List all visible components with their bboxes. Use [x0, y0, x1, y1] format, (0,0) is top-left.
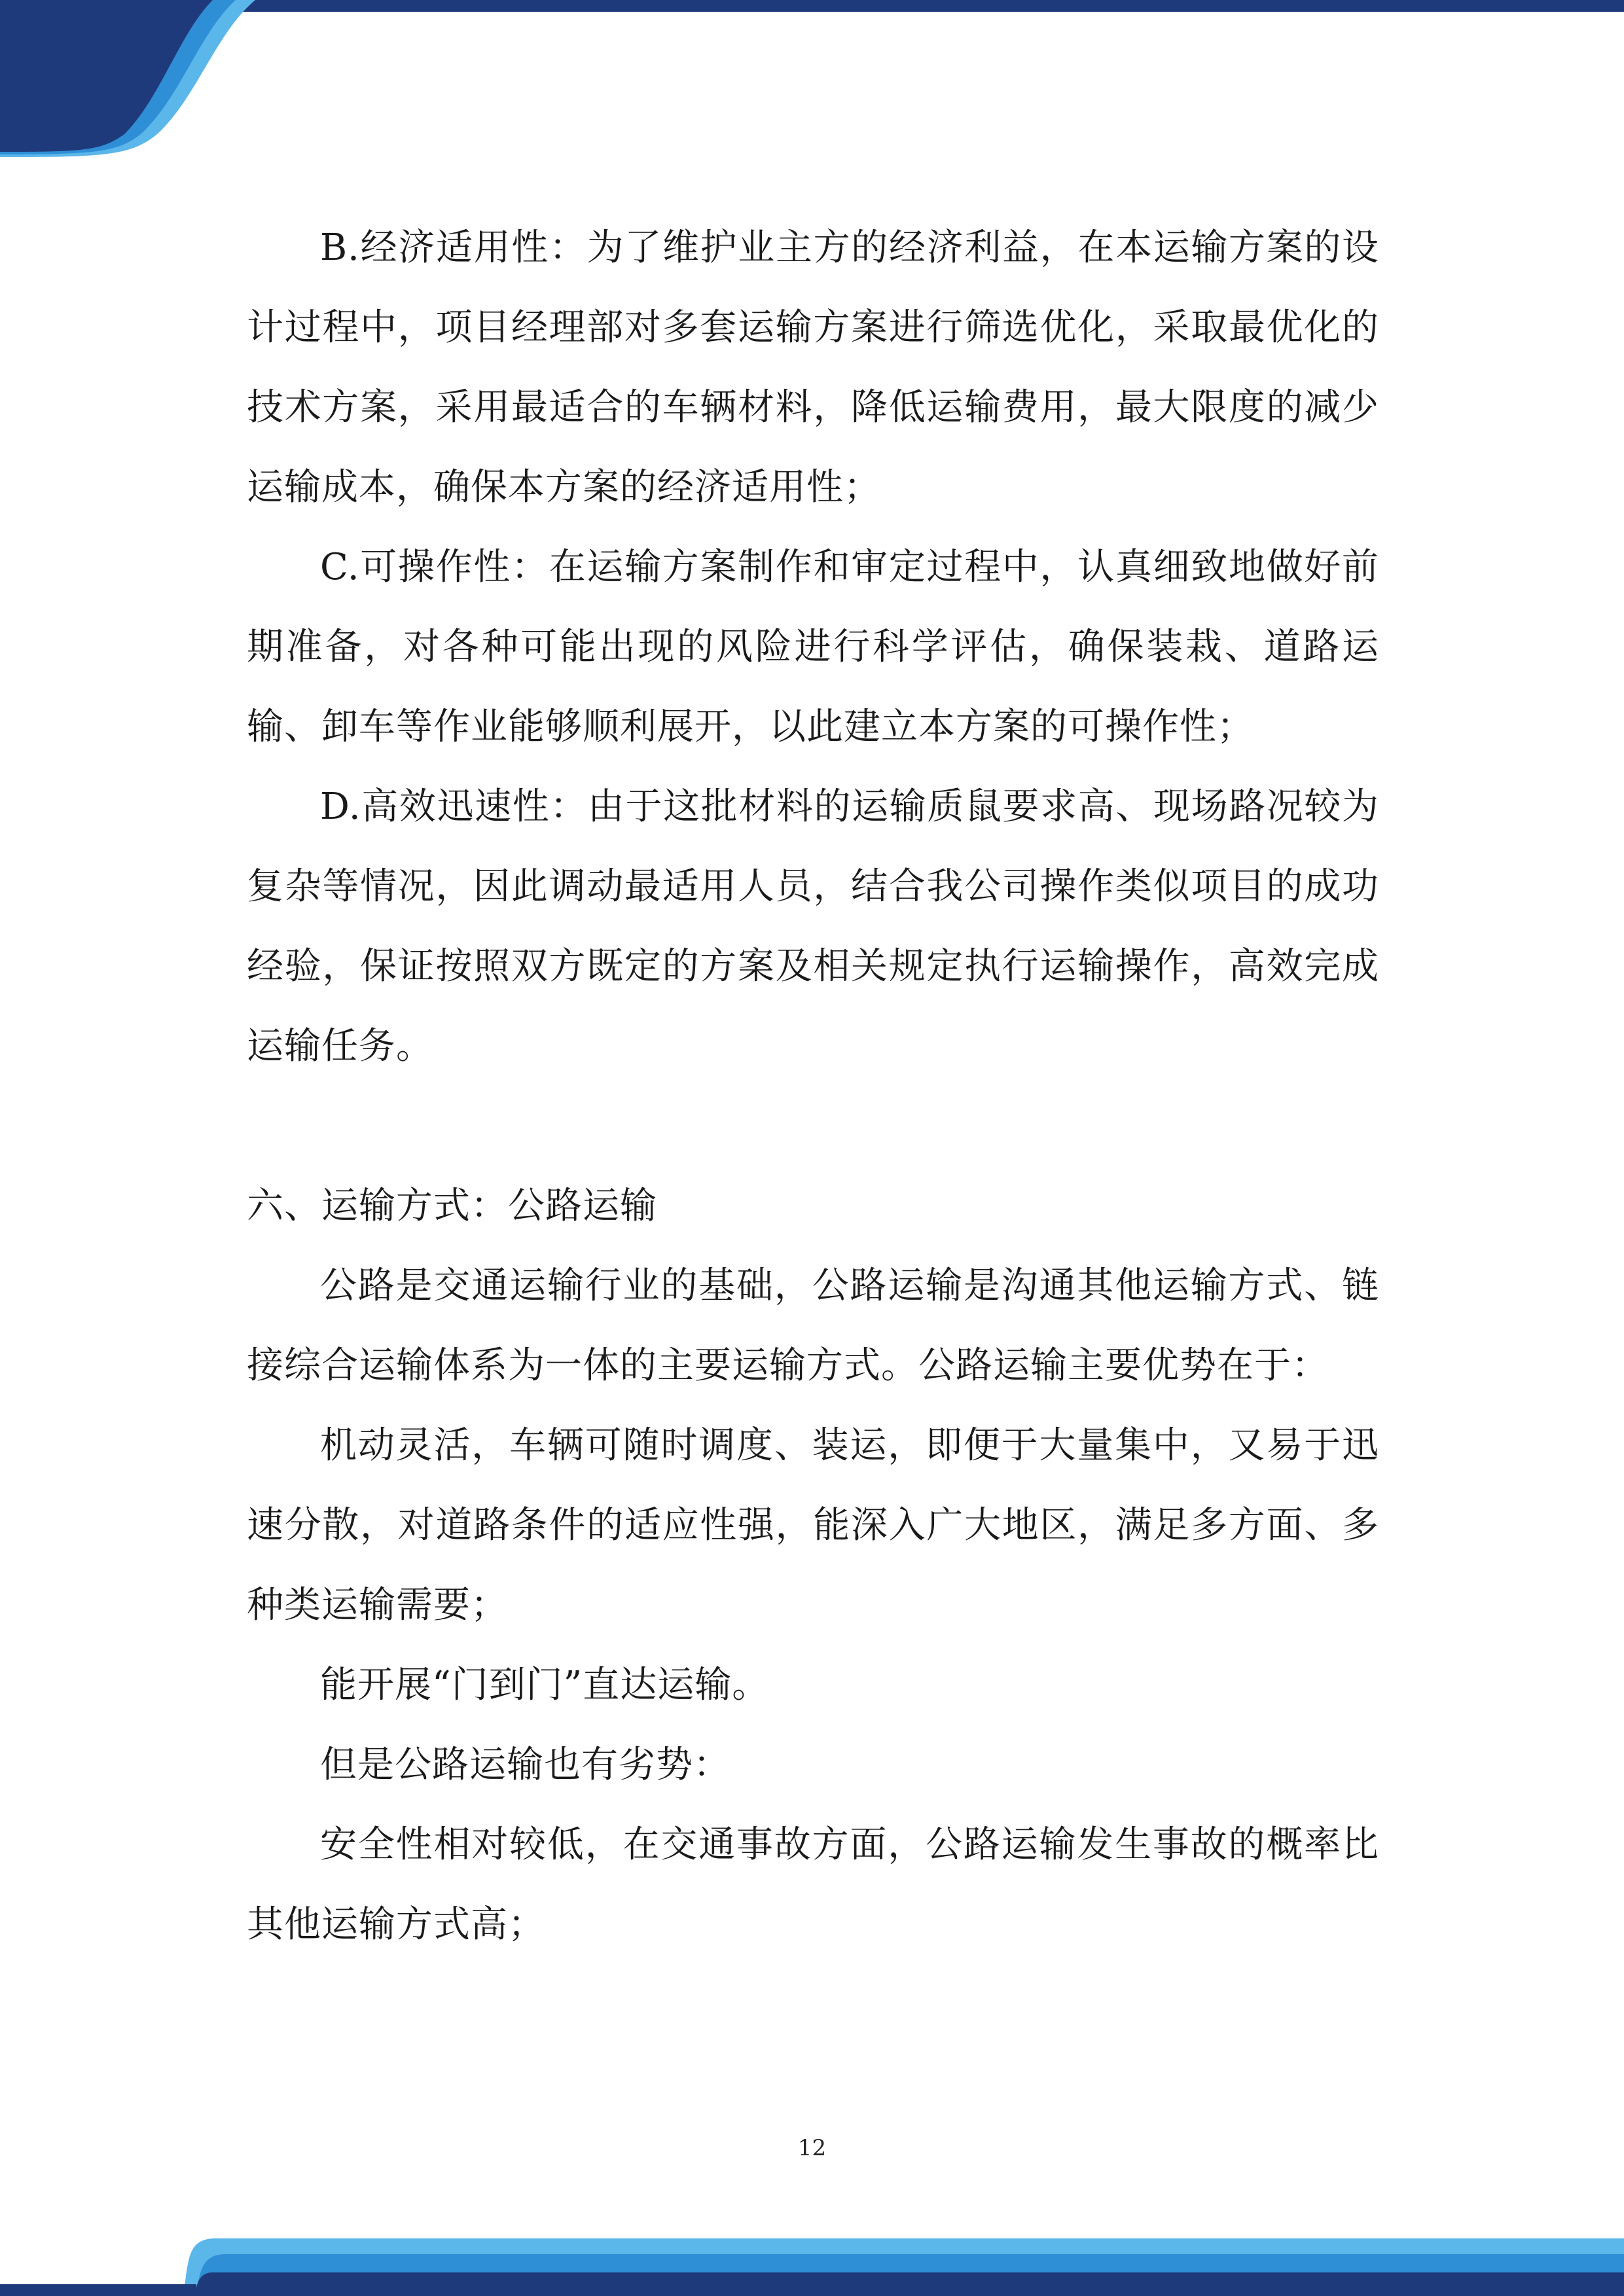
paragraph-disadvantage-intro: 但是公路运输也有劣势： — [320, 1744, 731, 1786]
page-number: 12 — [797, 2135, 827, 2161]
document-body — [247, 208, 1379, 1965]
top-banner — [0, 0, 1624, 157]
section-heading: 六、运输方式：公路运输 — [247, 1185, 657, 1227]
paragraph-advantage-flexible: 机动灵活，车辆可随时调度、装运，即便于大量集中，又易于迅速分散，对道路条件的适应性强，能深入广大地区，满足多方面、多种类运输需要； — [247, 1424, 1379, 1626]
paragraph-disadvantage-safety: 安全性相对较低，在交通事故方面，公路运输发生事故的概率比其他运输方式高； — [247, 1823, 1379, 1946]
paragraph-efficiency: D.高效迅速性：由于这批材料的运输质鼠要求高、现场路况较为复杂等情况，因此调动最适用人员，结合我公司操作类似项目的成功经验，保证按照双方既定的方案及相关规定执行运输操作，高效完成运输任务。 — [247, 785, 1379, 1067]
bottom-banner — [0, 2238, 1624, 2296]
paragraph-road-intro: 公路是交通运输行业的基础，公路运输是沟通其他运输方式、链接综合运输体系为一体的主要运输方式。公路运输主要优势在于： — [247, 1265, 1379, 1387]
paragraph-operability: C.可操作性：在运输方案制作和审定过程中，认真细致地做好前期准备，对各种可能出现的风险进行科学评估，确保装栽、道路运输、卸车等作业能够顺利展开，以此建立本方案的可操作性； — [247, 546, 1379, 748]
paragraph-economic-applicability: B.经济适用性：为了维护业主方的经济利益，在本运输方案的设计过程中，项目经理部对多套运输方案进行筛选优化，采取最优化的技术方案，采用最适合的车辆材料，降低运输费用，最大限度的减少运输成本，确保本方案的经济适用性； — [247, 226, 1379, 509]
spacer — [247, 1086, 1379, 1166]
paragraph-advantage-door-to-door: 能开展“门到门”直达运输。 — [320, 1664, 770, 1706]
